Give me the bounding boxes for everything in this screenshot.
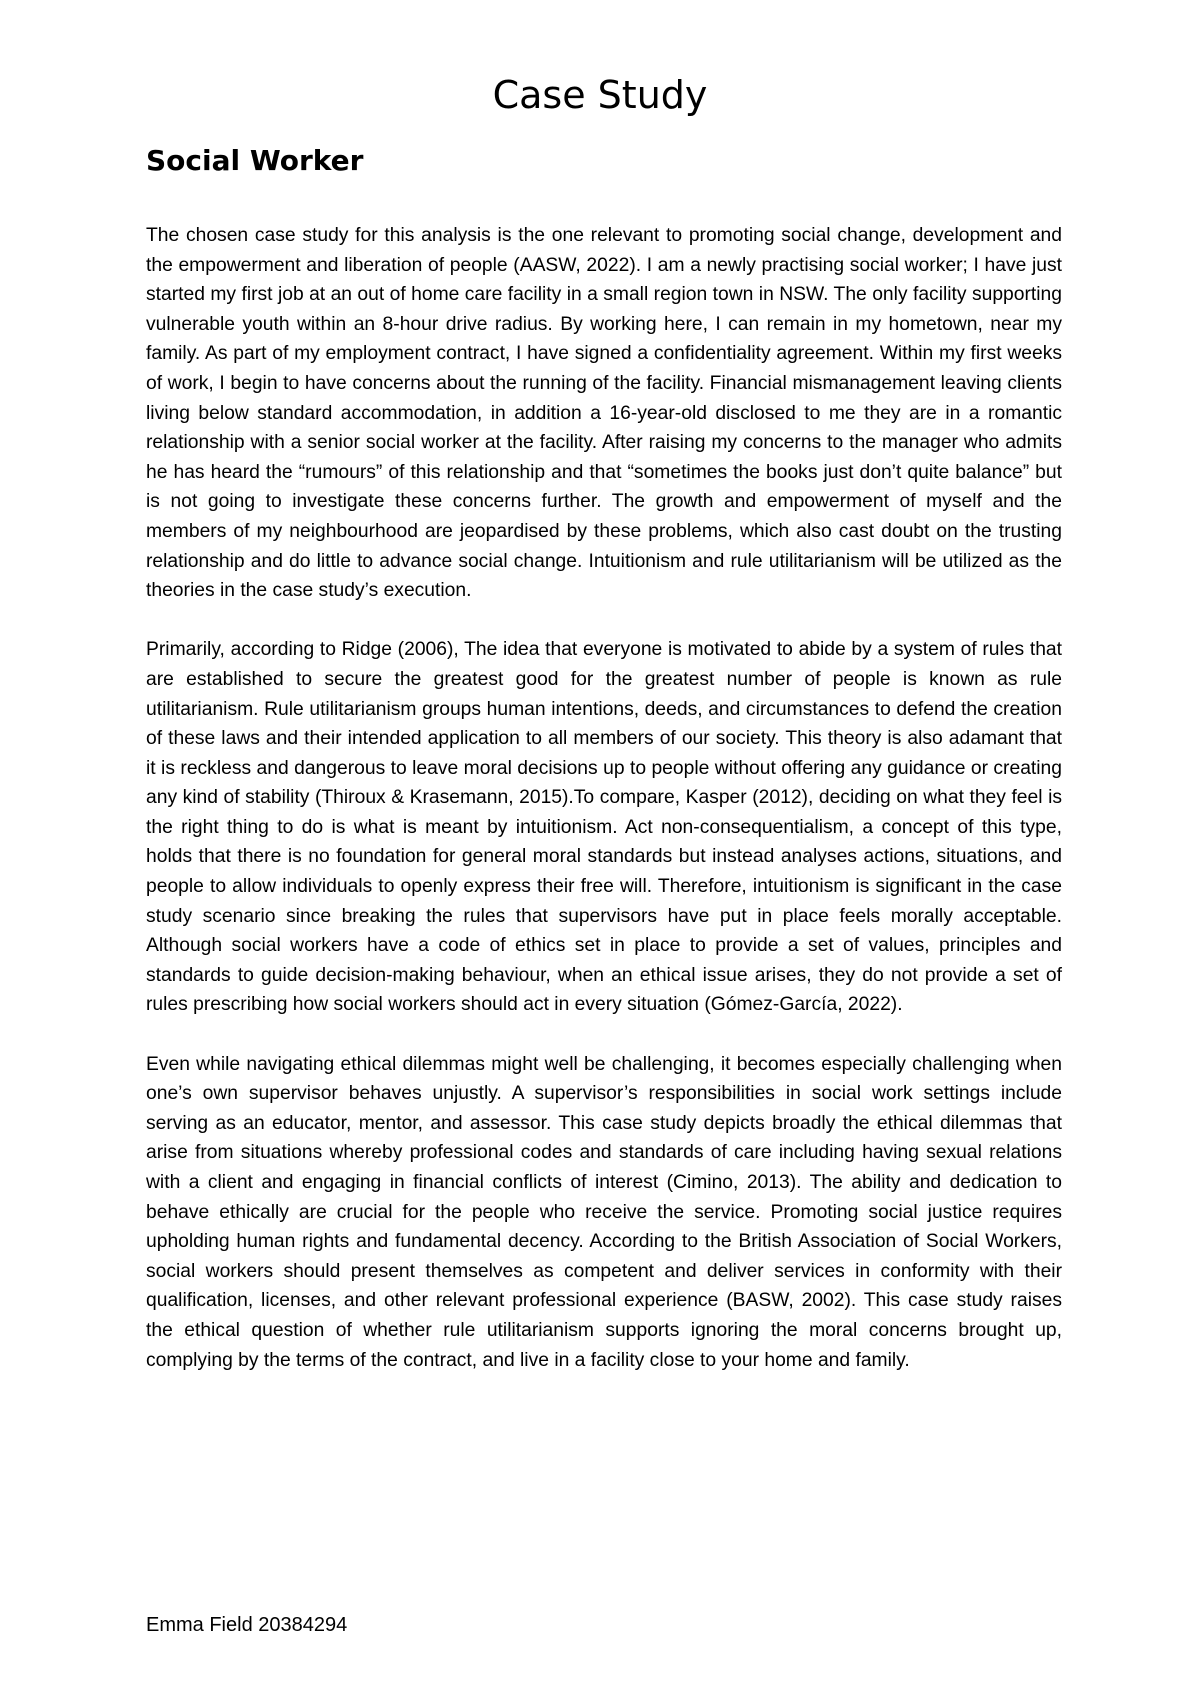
document-title: Case Study [492, 73, 708, 117]
author-footer: Emma Field 20384294 [146, 1614, 348, 1636]
paragraph-ethical-dilemma: Even while navigating ethical dilemmas might well be challenging, it becomes especially challenging when one’s own supervisor behaves unjustly. A supervisor’s responsibilities in social work settings include serving as an educator, mentor, and assessor. This case study depicts broadly the ethical dilemmas that arise from situations whereby professional codes and standards of care including having sexual relations with a client and engaging in financial conflicts of interest (Cimino, 2013). The ability and dedication to behave ethically are crucial for the people who receive the service. Promoting social justice requires upholding human rights and fundamental decency. According to the British Association of Social Workers, social workers should present themselves as competent and deliver services in conformity with their qualification, licenses, and other relevant professional experience (BASW, 2002). This case study raises the ethical question of whether rule utilitarianism supports ignoring the moral concerns brought up, complying by the terms of the contract, and live in a facility close to your home and family. [146, 1053, 1062, 1371]
section-heading: Social Worker [146, 144, 364, 177]
paragraph-introduction: The chosen case study for this analysis is the one relevant to promoting social change, development and the empowerment and liberation of people (AASW, 2022). I am a newly practising social worker; I have just started my first job at an out of home care facility in a small region town in NSW. The only facility supporting vulnerable youth within an 8-hour drive radius. By working here, I can remain in my hometown, near my family. As part of my employment contract, I have signed a confidentiality agreement. Within my first weeks of work, I begin to have concerns about the running of the facility. Financial mismanagement leaving clients living below standard accommodation, in addition a 16-year-old disclosed to me they are in a romantic relationship with a senior social worker at the facility. After raising my concerns to the manager who admits he has heard the “rumours” of this relationship and that “sometimes the books just don’t quite balance” but is not going to investigate these concerns further. The growth and empowerment of myself and the members of my neighbourhood are jeopardised by these problems, which also cast doubt on the trusting relationship and do little to advance social change. Intuitionism and rule utilitarianism will be utilized as the theories in the case study’s execution. [146, 225, 1062, 602]
document-body [146, 221, 1062, 1405]
paragraph-theories: Primarily, according to Ridge (2006), The idea that everyone is motivated to abide by a system of rules that are established to secure the greatest good for the greatest number of people is known as rule utilitarianism. Rule utilitarianism groups human intentions, deeds, and circumstances to defend the creation of these laws and their intended application to all members of our society. This theory is also adamant that it is reckless and dangerous to leave moral decisions up to people without offering any guidance or creating any kind of stability (Thiroux & Krasemann, 2015).To compare, Kasper (2012), deciding on what they feel is the right thing to do is what is meant by intuitionism. Act non-consequentialism, a concept of this type, holds that there is no foundation for general moral standards but instead analyses actions, situations, and people to allow individuals to openly express their free will. Therefore, intuitionism is significant in the case study scenario since breaking the rules that supervisors have put in place feels morally acceptable. Although social workers have a code of ethics set in place to provide a set of values, principles and standards to guide decision-making behaviour, when an ethical issue arises, they do not provide a set of rules prescribing how social workers should act in every situation (Gómez-García, 2022). [146, 639, 1062, 1016]
